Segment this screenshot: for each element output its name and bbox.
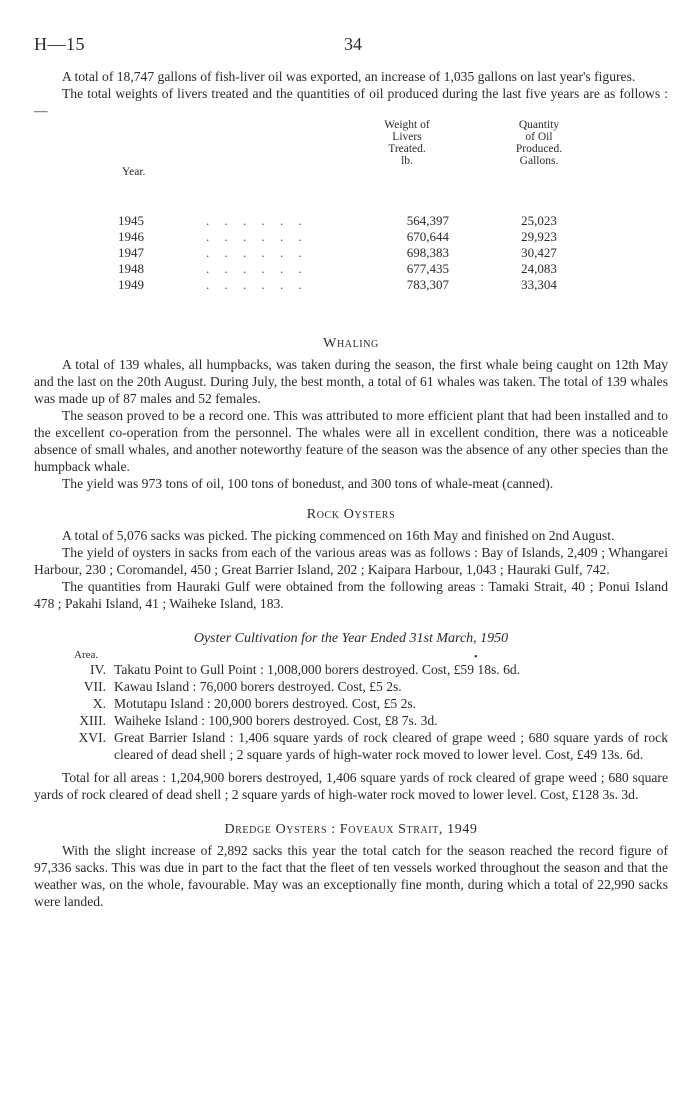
year-cell: 1945 xyxy=(118,213,144,228)
area-details: Kawau Island : 76,000 borers destroyed. Cost, £5 2s. xyxy=(114,679,402,694)
area-number: XVI. xyxy=(78,730,106,745)
leader-dots: . . . . . . xyxy=(206,277,308,292)
area-details: Waiheke Island : 100,900 borers destroyed. Cost, £8 7s. 3d. xyxy=(114,713,438,728)
column-header-weight: Weight of Livers Treated. lb. xyxy=(384,119,430,167)
paragraph-rock-oysters-total: A total of 5,076 sacks was picked. The picking commenced on 16th May and finished on 2nd August. xyxy=(62,528,615,543)
document-reference: H—15 xyxy=(34,34,85,54)
quantity-cell: 24,083 xyxy=(521,261,557,276)
year-cell: 1949 xyxy=(118,277,144,292)
column-header-quantity: Quantity of Oil Produced. Gallons. xyxy=(515,119,563,167)
cultivation-row xyxy=(34,712,668,729)
paragraph-rock-oysters-areas: The yield of oysters in sacks from each of the various areas was as follows : Bay of Islands, 2,409 ; Whangarei Harbour, 230 ; Coromandel, 450 ; Great Barrier Island, 202 ; Kaipara Harbour, 1,043 ; Hauraki Gulf, 742. xyxy=(34,545,668,577)
weight-cell: 564,397 xyxy=(406,213,449,228)
area-number: IV. xyxy=(90,662,106,677)
weight-cell: 698,383 xyxy=(406,245,449,260)
table-row xyxy=(34,229,668,245)
year-cell: 1947 xyxy=(118,245,144,260)
area-number: VII. xyxy=(83,679,106,694)
weight-cell: 670,644 xyxy=(406,229,449,244)
year-cell: 1948 xyxy=(118,261,144,276)
area-number: X. xyxy=(92,696,106,711)
page-header xyxy=(34,28,668,54)
paragraph-whaling-catch: A total of 139 whales, all humpbacks, was taken during the season, the first whale being caught on 12th May and the last on the 20th August. During July, the best month, a total of 61 whales was taken. The total of 139 whales was made up of 87 males and 52 females. xyxy=(34,357,668,406)
leader-dots: . . . . . . xyxy=(206,261,308,276)
liver-oil-table xyxy=(34,119,668,309)
document-page xyxy=(34,28,668,910)
cultivation-row xyxy=(34,661,668,678)
table-row xyxy=(34,261,668,277)
bullet-mark: • xyxy=(474,652,478,663)
table-row xyxy=(34,245,668,261)
leader-dots: . . . . . . xyxy=(206,245,308,260)
paragraph-whaling-yield: The yield was 973 tons of oil, 100 tons of bonedust, and 300 tons of whale-meat (canned). xyxy=(62,476,554,491)
paragraph-liver-table-intro: The total weights of livers treated and the quantities of oil produced during the last five years are as follows :— xyxy=(34,86,668,118)
weight-cell: 783,307 xyxy=(406,277,449,292)
cultivation-row xyxy=(34,729,668,763)
section-heading-rock-oysters: Rock Oysters xyxy=(306,507,396,522)
area-details: Motutapu Island : 20,000 borers destroyed. Cost, £5 2s. xyxy=(114,696,417,711)
section-heading-whaling: Whaling xyxy=(323,336,379,351)
year-cell: 1946 xyxy=(118,229,144,244)
area-details: Great Barrier Island : 1,406 square yards of rock cleared of grape weed ; 680 square yards of rock cleared of dead shell ; 2 square yards of high-water rock moved to lower level. Cost, £49 13s. 6d. xyxy=(114,730,668,762)
quantity-cell: 29,923 xyxy=(521,229,557,244)
column-header-year: Year. xyxy=(122,166,146,178)
cultivation-row xyxy=(34,695,668,712)
area-number: XIII. xyxy=(79,713,106,728)
paragraph-fish-liver-oil-export: A total of 18,747 gallons of fish-liver oil was exported, an increase of 1,035 gallons on last year's figures. xyxy=(62,69,636,84)
table-row xyxy=(34,213,668,229)
paragraph-whaling-season: The season proved to be a record one. This was attributed to more efficient plant that had been installed and to the excellent co-operation from the personnel. The whales were all in excellent condition, there was a noticeable absence of small whales, and another noteworthy feature of the season was the absence of any other species than the humpback whale. xyxy=(34,408,668,474)
area-label-row xyxy=(34,649,668,661)
quantity-cell: 30,427 xyxy=(521,245,557,260)
section-heading-dredge-oysters: Dredge Oysters : Foveaux Strait, 1949 xyxy=(224,822,478,837)
paragraph-dredge-oysters: With the slight increase of 2,892 sacks this year the total catch for the season reached the record figure of 97,336 sacks. This was due in part to the fact that the fleet of ten vessels worked throughout the season and that the weather was, on the whole, favourable. May was an exceptionally fine month, during which a total of 22,990 sacks were landed. xyxy=(34,843,668,909)
section-heading-oyster-cultivation: Oyster Cultivation for the Year Ended 31st March, 1950 xyxy=(193,631,509,646)
cultivation-row xyxy=(34,678,668,695)
paragraph-rock-oysters-hauraki: The quantities from Hauraki Gulf were obtained from the following areas : Tamaki Strait, 40 ; Ponui Island 478 ; Pakahi Island, 41 ; Waiheke Island, 183. xyxy=(34,579,668,611)
area-details: Takatu Point to Gull Point : 1,008,000 borers destroyed. Cost, £59 18s. 6d. xyxy=(114,662,521,677)
area-column-label: Area. xyxy=(74,649,99,661)
quantity-cell: 33,304 xyxy=(521,277,557,292)
quantity-cell: 25,023 xyxy=(521,213,557,228)
leader-dots: . . . . . . xyxy=(206,229,308,244)
weight-cell: 677,435 xyxy=(406,261,449,276)
leader-dots: . . . . . . xyxy=(206,213,308,228)
page-number: 34 xyxy=(344,34,362,54)
paragraph-cultivation-total: Total for all areas : 1,204,900 borers destroyed, 1,406 square yards of rock cleared of grape weed ; 680 square yards of rock cleared of dead shell ; 2 square yards of high-water rock moved to lower level. Cost, £128 3s. 3d. xyxy=(34,770,668,802)
table-row xyxy=(34,277,668,293)
